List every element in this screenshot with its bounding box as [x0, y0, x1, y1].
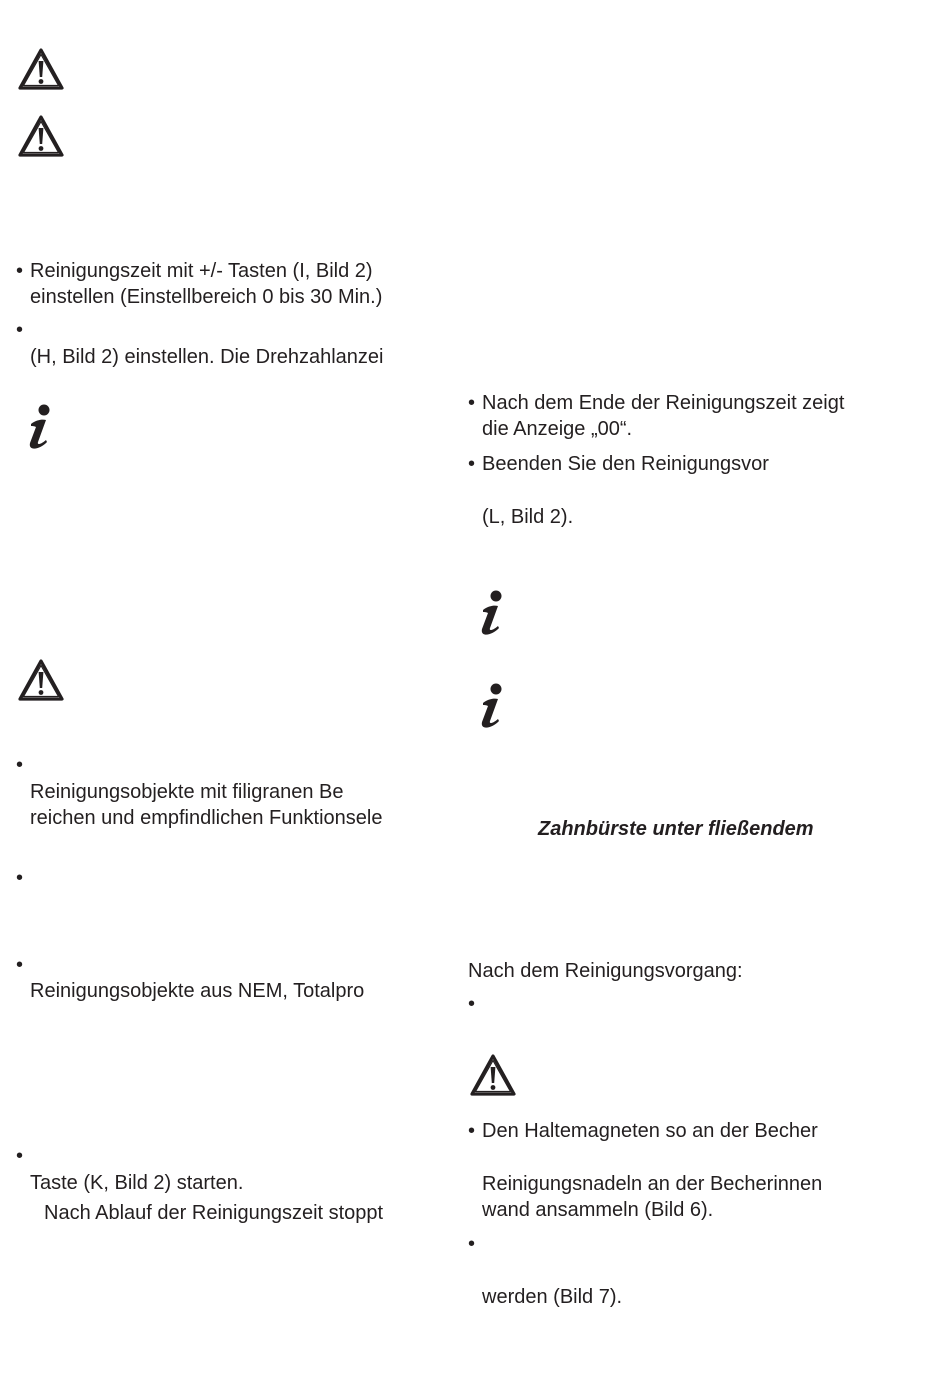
text-line: wand ansammeln (Bild 6). [482, 1199, 714, 1221]
text-line: Reinigungsobjekte aus NEM, Totalpro [30, 980, 365, 1002]
warning-triangle-icon [17, 47, 65, 91]
bullet-marker: • [16, 1145, 24, 1167]
text-line: Nach Ablauf der Reinigungszeit stoppt [44, 1202, 384, 1224]
bullet-marker: • [16, 754, 24, 776]
bullet-marker: • [468, 1120, 476, 1142]
text-line: die Anzeige „00“. [482, 418, 633, 440]
text-line: werden (Bild 7). [482, 1286, 623, 1308]
info-i-icon [476, 683, 510, 731]
text-line: Taste (K, Bild 2) starten. [30, 1172, 244, 1194]
bullet-marker: • [468, 1233, 476, 1255]
text-line: (L, Bild 2). [482, 506, 574, 528]
warning-triangle-icon [17, 658, 65, 702]
text-line: (H, Bild 2) einstellen. Die Drehzahlanzei [30, 346, 384, 368]
info-i-icon [24, 404, 58, 452]
emphasis-text: Zahnbürste unter fließendem [538, 818, 814, 840]
text-line: reichen und empfindlichen Funktionsele [30, 807, 383, 829]
info-i-icon [476, 590, 510, 638]
bullet-marker: • [16, 260, 24, 282]
text-line: einstellen (Einstellbereich 0 bis 30 Min.) [30, 286, 383, 308]
section-heading: Nach dem Reinigungsvorgang: [468, 960, 743, 982]
warning-triangle-icon [17, 114, 65, 158]
text-line: Beenden Sie den Reinigungsvor [482, 453, 769, 475]
text-line: Den Haltemagneten so an der Becher [482, 1120, 818, 1142]
bullet-marker: • [16, 319, 24, 341]
text-line: Reinigungsobjekte mit filigranen Be [30, 781, 344, 803]
bullet-marker: • [468, 453, 476, 475]
bullet-marker: • [16, 954, 24, 976]
text-line: Reinigungszeit mit +/- Tasten (I, Bild 2) [30, 260, 373, 282]
text-line: Nach dem Ende der Reinigungszeit zeigt [482, 392, 845, 414]
bullet-marker: • [468, 392, 476, 414]
warning-triangle-icon [469, 1053, 517, 1097]
text-line: Reinigungsnadeln an der Becherinnen [482, 1173, 823, 1195]
bullet-marker: • [468, 993, 476, 1015]
bullet-marker: • [16, 867, 24, 889]
